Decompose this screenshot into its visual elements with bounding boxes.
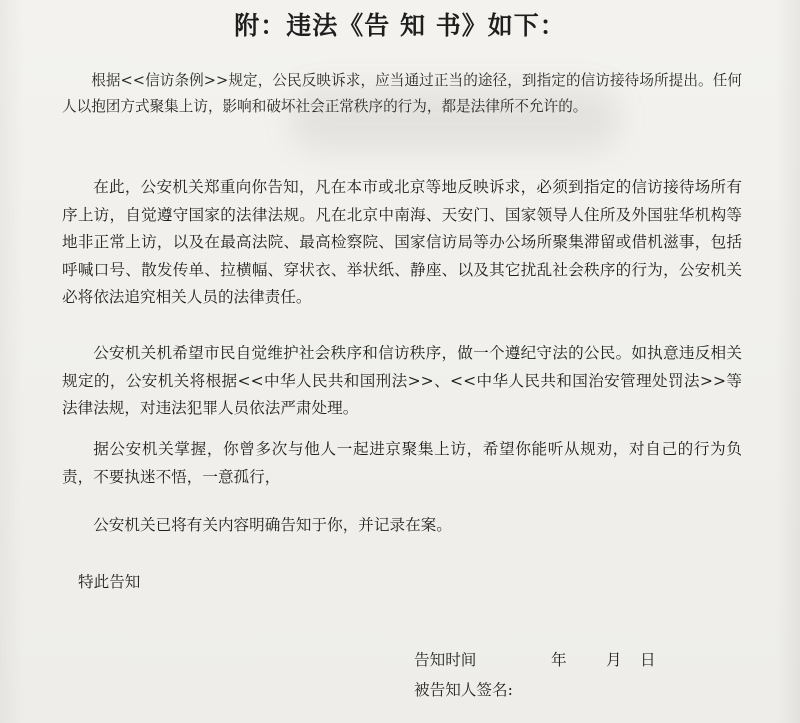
recipient-signature-label: 被告知人签名: [414, 681, 513, 699]
year-label: 年 [551, 651, 567, 669]
closing-text: 特此告知 [78, 573, 141, 591]
notice-time-label: 告知时间 [414, 651, 477, 669]
paragraph-personal-notice: 据公安机关掌握，你曾多次与他人一起进京聚集上访，希望你能听从规劝，对自己的行为负责，不要执迷不悟，一意孤行， [62, 440, 742, 486]
paragraph-legal-basis: 公安机关机希望市民自觉维护社会秩序和信访秩序，做一个遵纪守法的公民。如执意违反相关规定的，公安机关将根据<<中华人民共和国刑法>>、<<中华人民共和国治安管理处罚法>>等法律法规，对违法犯罪人员依法严肃处理。 [62, 344, 742, 417]
paragraph-warning: 在此，公安机关郑重向你告知，凡在本市或北京等地反映诉求，必须到指定的信访接待场所有序上访，自觉遵守国家的法律法规。凡在北京中南海、天安门、国家领导人住所及外国驻华机构等地非正常上访，以及在最高法院、最高检察院、国家信访局等办公场所聚集滞留或借机滋事，包括呼喊口号、散发传单、拉横幅、穿状衣、举状纸、静座、以及其它扰乱社会秩序的行为，公安机关必将依法追究相关人员的法律责任。 [62, 178, 742, 306]
month-label: 月 [606, 651, 622, 669]
notice-title: 附：违法《告 知 书》如下： [234, 11, 566, 40]
paragraph-regulation: 根据<<信访条例>>规定，公民反映诉求，应当通过正当的途径，到指定的信访接待场所提出。任何人以抱团方式聚集上访，影响和破坏社会正常秩序的行为，都是法律所不允许的。 [62, 72, 742, 115]
paragraph-record: 公安机关已将有关内容明确告知于你，并记录在案。 [93, 516, 452, 534]
day-label: 日 [640, 651, 656, 669]
